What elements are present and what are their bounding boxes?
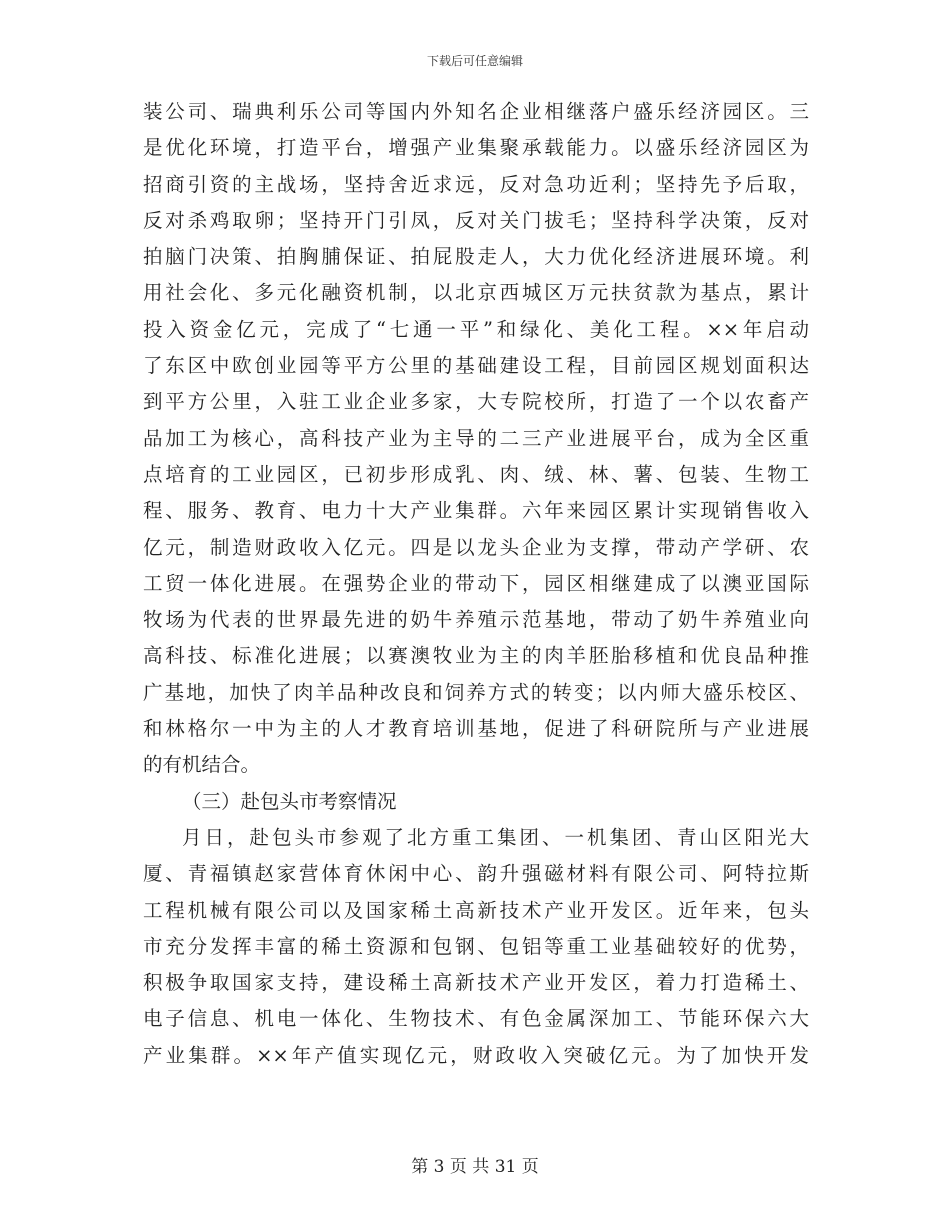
text-line: 招商引资的主战场，坚持舍近求远，反对急功近利；坚持先予后取， xyxy=(143,172,809,196)
text-line: 高科技、标准化进展；以赛澳牧业为主的肉羊胚胎移植和优良品种推 xyxy=(143,644,809,668)
text-line: 牧场为代表的世界最先进的奶牛养殖示范基地，带动了奶牛养殖业向 xyxy=(143,608,809,632)
text-line: 月日，赴包头市参观了北方重工集团、一机集团、青山区阳光大 xyxy=(182,825,809,849)
page-number-footer: 第 3 页 共 31 页 xyxy=(411,1157,539,1177)
document-body xyxy=(143,94,809,1074)
text-line: 广基地，加快了肉羊品种改良和饲养方式的转变；以内师大盛乐校区、 xyxy=(143,680,809,704)
text-line: 反对杀鸡取卵；坚持开门引凤，反对关门拔毛；坚持科学决策，反对 xyxy=(143,208,809,232)
text-line: 工程机械有限公司以及国家稀土高新技术产业开发区。近年来，包头 xyxy=(143,898,809,922)
text-line: 是优化环境，打造平台，增强产业集聚承载能力。以盛乐经济园区为 xyxy=(143,136,809,160)
text-line: 和林格尔一中为主的人才教育培训基地，促进了科研院所与产业进展 xyxy=(143,717,809,741)
text-line: 拍脑门决策、拍胸脯保证、拍屁股走人，大力优化经济进展环境。利 xyxy=(143,245,809,269)
text-line: 投入资金亿元，完成了“七通一平”和绿化、美化工程。××年启动 xyxy=(143,317,809,341)
text-line: 亿元，制造财政收入亿元。四是以龙头企业为支撑，带动产学研、农 xyxy=(143,535,809,559)
section-heading-text: （三）赴包头市考察情况 xyxy=(182,789,397,813)
paragraph-2 xyxy=(143,820,809,1074)
text-line: 电子信息、机电一体化、生物技术、有色金属深加工、节能环保六大 xyxy=(143,1007,809,1031)
text-line: 积极争取国家支持，建设稀土高新技术产业开发区，着力打造稀土、 xyxy=(143,971,809,995)
text-line: 程、服务、教育、电力十大产业集群。六年来园区累计实现销售收入 xyxy=(143,499,809,523)
text-line: 工贸一体化进展。在强势企业的带动下，园区相继建成了以澳亚国际 xyxy=(143,571,809,595)
text-line: 品加工为核心，高科技产业为主导的二三产业进展平台，成为全区重 xyxy=(143,426,809,450)
text-line: 到平方公里，入驻工业企业多家，大专院校所，打造了一个以农畜产 xyxy=(143,390,809,414)
page-header: 下载后可任意编辑 xyxy=(426,54,523,68)
text-line: 厦、青福镇赵家营体育休闲中心、韵升强磁材料有限公司、阿特拉斯 xyxy=(143,862,809,886)
text-line: 用社会化、多元化融资机制，以北京西城区万元扶贫款为基点，累计 xyxy=(143,281,809,305)
text-line: 点培育的工业园区，已初步形成乳、肉、绒、林、薯、包装、生物工 xyxy=(143,462,809,486)
paragraph-1 xyxy=(143,94,809,784)
text-line: 的有机结合。 xyxy=(143,753,261,777)
text-line: 装公司、瑞典利乐公司等国内外知名企业相继落户盛乐经济园区。三 xyxy=(143,100,809,123)
text-line: 市充分发挥丰富的稀土资源和包钢、包铝等重工业基础较好的优势， xyxy=(143,934,809,958)
section-heading xyxy=(143,784,809,820)
text-line: 产业集群。××年产值实现亿元，财政收入突破亿元。为了加快开发 xyxy=(143,1043,809,1067)
text-line: 了东区中欧创业园等平方公里的基础建设工程，目前园区规划面积达 xyxy=(143,354,809,378)
